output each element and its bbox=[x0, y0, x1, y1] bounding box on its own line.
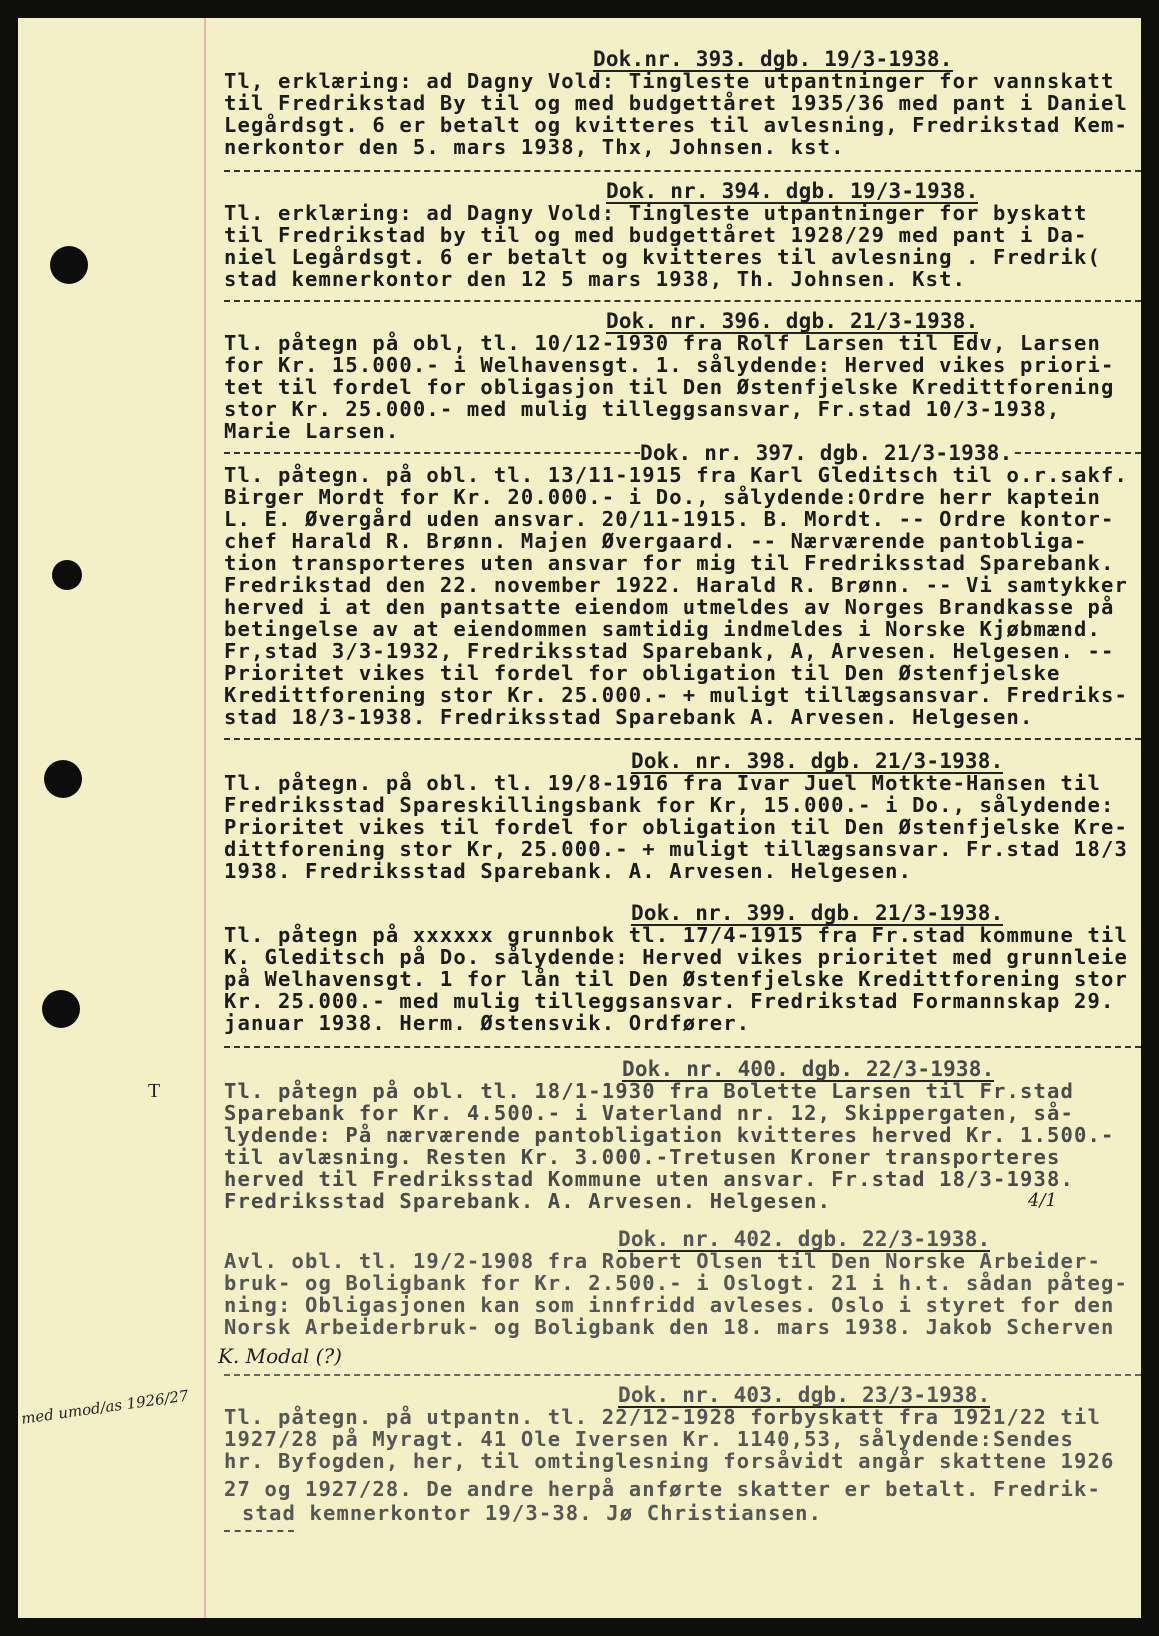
entry-line: 1938. Fredriksstad Sparebank. A. Arvesen. Helgesen. bbox=[224, 859, 913, 883]
entry-line: 27 og 1927/28. De andre herpå anførte skatter er betalt. Fredrik- bbox=[224, 1477, 1101, 1501]
entry-line: stad kemnerkontor den 12 5 mars 1938, Th. Johnsen. Kst. bbox=[224, 267, 967, 291]
entry-heading: Dok. nr. 397. dgb. 21/3-1938. bbox=[640, 441, 1013, 465]
entry-line: nerkontor den 5. mars 1938, Thx, Johnsen. kst. bbox=[224, 135, 845, 159]
entry-line: Fredriksstad Spareskillingsbank for Kr, 15.000.- i Do., sålydende: bbox=[224, 793, 1115, 817]
entry-line: Tl. påtegn på obl, tl. 10/12-1930 fra Rolf Larsen til Edv, Larsen bbox=[224, 331, 1101, 355]
entry-line: Tl. erklæring: ad Dagny Vold: Tingleste utpantninger for byskatt bbox=[224, 201, 1088, 225]
entry-line: Kr. 25.000.- med mulig tilleggsansvar. Fredrikstad Formannskap 29. bbox=[224, 989, 1115, 1013]
punch-hole bbox=[44, 760, 82, 798]
entry-line: januar 1938. Herm. Østensvik. Ordfører. bbox=[224, 1011, 751, 1035]
entry-heading: Dok. nr. 402. dgb. 22/3-1938. bbox=[618, 1227, 991, 1251]
entry-line: chef Harald R. Brønn. Majen Øvergaard. -- Nærværende pantobliga- bbox=[224, 529, 1088, 553]
entry-line: herved i at den pantsatte eiendom utmeldes av Norges Brandkasse på bbox=[224, 595, 1115, 619]
margin-t-mark: T bbox=[148, 1080, 161, 1102]
entry-line: tion transporteres uten ansvar for mig til Fredriksstad Sparebank. bbox=[224, 551, 1115, 575]
signature-mark: 4/1 bbox=[1028, 1190, 1057, 1211]
entry-line: for Kr. 15.000.- i Welhavensgt. 1. sålydende: Herved vikes priori- bbox=[224, 353, 1115, 377]
entry-line: stad kemnerkontor 19/3-38. Jø Christiansen. bbox=[242, 1501, 823, 1525]
entry-line: stor Kr. 25.000.- med mulig tilleggsansvar, Fr.stad 10/3-1938, bbox=[224, 397, 1061, 421]
separator bbox=[224, 738, 1141, 740]
entry-heading: Dok. nr. 398. dgb. 21/3-1938. bbox=[631, 749, 1004, 773]
document-page bbox=[18, 18, 1141, 1618]
separator bbox=[224, 1046, 1141, 1048]
margin-rule bbox=[204, 18, 206, 1618]
entry-line: Fredrikstad den 22. november 1922. Harald R. Brønn. -- Vi samtykker bbox=[224, 573, 1128, 597]
entry-line: til Fredrikstad by til og med budgettåret 1928/29 med pant i Da- bbox=[224, 223, 1088, 247]
entry-line: Norsk Arbeiderbruk- og Boligbank den 18. mars 1938. Jakob Scherven bbox=[224, 1315, 1115, 1339]
entry-line: bruk- og Boligbank for Kr. 2.500.- i Oslogt. 21 i h.t. sådan påteg- bbox=[224, 1271, 1128, 1295]
entry-line: betingelse av at eiendommen samtidig indmeldes i Norske Kjøbmænd. bbox=[224, 617, 1101, 641]
entry-line: lydende: På nærværende pantobligation kvitteres herved Kr. 1.500.- bbox=[224, 1123, 1115, 1147]
entry-line: Kredittforening stor Kr. 25.000.- + muligt tillægsansvar. Fredriks- bbox=[224, 683, 1128, 707]
entry-heading: Dok. nr. 403. dgb. 23/3-1938. bbox=[618, 1383, 991, 1407]
entry-line: på Welhavensgt. 1 for lån til Den Østenfjelske Kredittforening stor bbox=[224, 967, 1128, 991]
punch-hole bbox=[42, 990, 80, 1028]
entry-heading: Dok. nr. 399. dgb. 21/3-1938. bbox=[631, 901, 1004, 925]
entry-line: niel Legårdsgt. 6 er betalt og kvitteres til avlesning . Fredrik( bbox=[224, 245, 1101, 269]
separator bbox=[224, 170, 1141, 172]
entry-line: 1927/28 på Myragt. 41 Ole Iversen Kr. 1140,53, sålydende:Sendes bbox=[224, 1427, 1074, 1451]
separator bbox=[224, 300, 1141, 302]
entry-line: Marie Larsen. bbox=[224, 419, 400, 443]
entry-heading: Dok. nr. 396. dgb. 21/3-1938. bbox=[606, 309, 979, 333]
k-modal-note: K. Modal (?) bbox=[218, 1344, 342, 1368]
entry-line: Birger Mordt for Kr. 20.000.- i Do., sålydende:Ordre herr kaptein bbox=[224, 485, 1101, 509]
entry-line: til avlæsning. Resten Kr. 3.000.-Tretusen Kroner transporteres bbox=[224, 1145, 1061, 1169]
entry-line: til Fredrikstad By til og med budgettåret 1935/36 med pant i Daniel bbox=[224, 91, 1128, 115]
entry-line: Tl, erklæring: ad Dagny Vold: Tingleste utpantninger for vannskatt bbox=[224, 69, 1115, 93]
entry-line: K. Gleditsch på Do. sålydende: Herved vikes prioritet med grunnleie bbox=[224, 945, 1128, 969]
entry-line: Tl. påtegn på obl. tl. 18/1-1930 fra Bolette Larsen til Fr.stad bbox=[224, 1079, 1074, 1103]
entry-line: herved til Fredriksstad Kommune uten ansvar. Fr.stad 18/3-1938. bbox=[224, 1167, 1074, 1191]
entry-line: Tl. påtegn på xxxxxx grunnbok tl. 17/4-1915 fra Fr.stad kommune til bbox=[224, 923, 1128, 947]
punch-hole bbox=[52, 560, 82, 590]
entry-line: Avl. obl. tl. 19/2-1908 fra Robert Olsen til Den Norske Arbeider- bbox=[224, 1249, 1101, 1273]
entry-heading: Dok. nr. 400. dgb. 22/3-1938. bbox=[622, 1057, 995, 1081]
separator bbox=[224, 1530, 294, 1532]
entry-line: Legårdsgt. 6 er betalt og kvitteres til avlesning, Fredrikstad Kem- bbox=[224, 113, 1128, 137]
entry-line: Fredriksstad Sparebank. A. Arvesen. Helgesen. bbox=[224, 1189, 832, 1213]
entry-line: Tl. påtegn. på obl. tl. 13/11-1915 fra Karl Gleditsch til o.r.sakf. bbox=[224, 463, 1128, 487]
entry-line: tet til fordel for obligasjon til Den Østenfjelske Kredittforening bbox=[224, 375, 1115, 399]
punch-hole bbox=[50, 246, 88, 284]
entry-line: Fr,stad 3/3-1932, Fredriksstad Sparebank, A, Arvesen. Helgesen. -- bbox=[224, 639, 1115, 663]
entry-line: ning: Obligasjonen kan som innfridd avleses. Oslo i styret for den bbox=[224, 1293, 1115, 1317]
entry-line: Tl. påtegn. på obl. tl. 19/8-1916 fra Ivar Juel Motkte-Hansen til bbox=[224, 771, 1101, 795]
entry-line: Tl. påtegn. på utpantn. tl. 22/12-1928 forbyskatt fra 1921/22 til bbox=[224, 1405, 1101, 1429]
entry-line: L. E. Øvergård uden ansvar. 20/11-1915. B. Mordt. -- Ordre kontor- bbox=[224, 507, 1115, 531]
entry-line: Prioritet vikes til fordel for obligation til Den Østenfjelske Kre- bbox=[224, 815, 1128, 839]
separator bbox=[224, 1374, 1141, 1376]
entry-line: hr. Byfogden, her, til omtinglesning forsåvidt angår skattene 1926 bbox=[224, 1449, 1115, 1473]
entry-heading: Dok.nr. 393. dgb. 19/3-1938. bbox=[593, 47, 953, 71]
entry-heading: Dok. nr. 394. dgb. 19/3-1938. bbox=[606, 179, 979, 203]
entry-line: stad 18/3-1938. Fredriksstad Sparebank A. Arvesen. Helgesen. bbox=[224, 705, 1034, 729]
side-note: med umod/as 1926/27 bbox=[20, 1386, 190, 1428]
entry-line: Prioritet vikes til fordel for obligation til Den Østenfjelske bbox=[224, 661, 1061, 685]
entry-line: dittforening stor Kr, 25.000.- + muligt tillægsansvar. Fr.stad 18/3 bbox=[224, 837, 1128, 861]
entry-line: Sparebank for Kr. 4.500.- i Vaterland nr. 12, Skippergaten, så- bbox=[224, 1101, 1074, 1125]
